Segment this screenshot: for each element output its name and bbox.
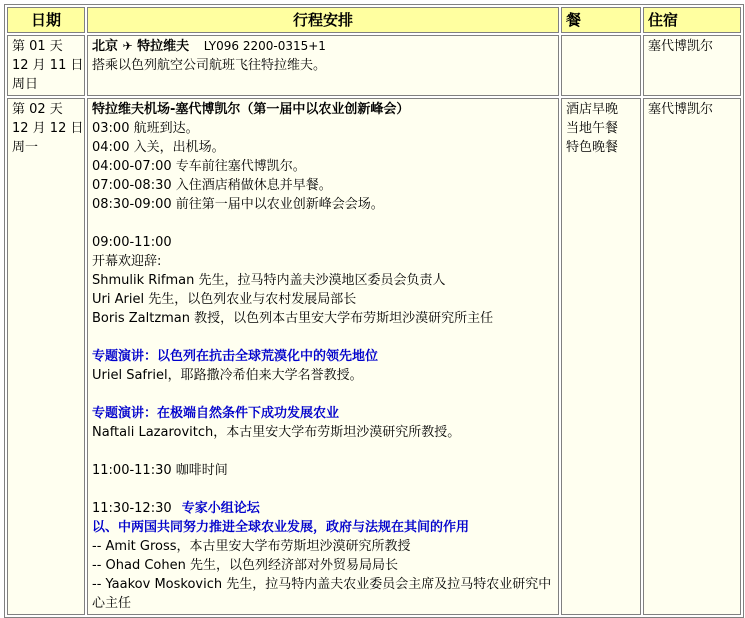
schedule-item: 04:00 入关，出机场。 <box>92 140 225 155</box>
meal-item: 当地午餐 <box>566 121 619 136</box>
day-2-plan-cell <box>87 98 559 615</box>
table-row <box>7 35 741 96</box>
panel-label: 专家小组论坛 <box>181 501 260 516</box>
spacer <box>92 328 554 347</box>
meal-item: 特色晚餐 <box>566 140 619 155</box>
talk-2-title: 专题演讲：在极端自然条件下成功发展农业 <box>92 406 340 421</box>
spacer <box>92 214 554 233</box>
route-line <box>92 37 554 56</box>
flight-info: LY096 2200-0315+1 <box>203 39 326 53</box>
opening-label: 开幕欢迎辞: <box>92 254 162 269</box>
spacer <box>92 480 554 499</box>
airplane-icon: ✈ <box>122 39 133 53</box>
day-description: 搭乘以色列航空公司航班飞往特拉维夫。 <box>92 58 327 73</box>
panel-time: 11:30-12:30 <box>92 501 172 516</box>
panel-member: -- Amit Gross，本古里安大学布劳斯坦沙漠研究所教授 <box>92 539 411 554</box>
header-date: 日期 <box>7 7 85 33</box>
schedule-item: 08:30-09:00 前往第一届中以农业创新峰会会场。 <box>92 197 384 212</box>
itinerary-table <box>4 4 744 618</box>
route-to: 特拉维夫 <box>137 39 190 54</box>
schedule-item: 07:00-08:30 入住酒店稍做休息并早餐。 <box>92 178 332 193</box>
talk-1-title: 专题演讲：以色列在抗击全球荒漠化中的领先地位 <box>92 349 379 364</box>
panel-topic: 以、中两国共同努力推进全球农业发展，政府与法规在其间的作用 <box>92 520 470 535</box>
meal-item: 酒店早晚 <box>566 102 619 117</box>
header-plan: 行程安排 <box>87 7 559 33</box>
talk-1-speaker: Uriel Safriel，耶路撒冷希伯来大学名誉教授。 <box>92 368 363 383</box>
day-title: 特拉维夫机场-塞代博凯尔（第一届中以农业创新峰会） <box>92 102 410 117</box>
day-1-date-cell <box>7 35 85 96</box>
panel-member: -- Ohad Cohen 先生，以色列经济部对外贸易局局长 <box>92 558 398 573</box>
day-number: 第 02 天 <box>12 102 63 117</box>
header-row <box>7 7 741 33</box>
day-2-meal-cell <box>561 98 641 615</box>
panel-heading <box>92 499 554 518</box>
opening-speaker: Uri Ariel 先生，以色列农业与农村发展局部长 <box>92 292 357 307</box>
coffee-break: 11:00-11:30 咖啡时间 <box>92 463 228 478</box>
table-row <box>7 98 741 615</box>
day-number: 第 01 天 <box>12 39 63 54</box>
hotel-name: 塞代博凯尔 <box>648 102 714 117</box>
spacer <box>92 385 554 404</box>
day-2-hotel-cell <box>643 98 741 615</box>
opening-time: 09:00-11:00 <box>92 235 172 250</box>
day-1-hotel-cell <box>643 35 741 96</box>
header-hotel: 住宿 <box>643 7 741 33</box>
day-date: 12 月 12 日 <box>12 121 84 136</box>
day-date: 12 月 11 日 <box>12 58 84 73</box>
day-2-date-cell <box>7 98 85 615</box>
opening-speaker: Boris Zaltzman 教授，以色列本古里安大学布劳斯坦沙漠研究所主任 <box>92 311 494 326</box>
header-meal: 餐 <box>561 7 641 33</box>
schedule-item: 03:00 航班到达。 <box>92 121 199 136</box>
spacer <box>92 442 554 461</box>
schedule-item: 04:00-07:00 专车前往塞代博凯尔。 <box>92 159 306 174</box>
day-weekday: 周日 <box>12 77 39 92</box>
hotel-name: 塞代博凯尔 <box>648 39 714 54</box>
talk-2-speaker: Naftali Lazarovitch，本古里安大学布劳斯坦沙漠研究所教授。 <box>92 425 461 440</box>
panel-member: -- Yaakov Moskovich 先生，拉马特内盖夫农业委员会主席及拉马特农业研究中心主任 <box>92 577 552 611</box>
day-weekday: 周一 <box>12 140 39 155</box>
opening-speaker: Shmulik Rifman 先生，拉马特内盖夫沙漠地区委员会负责人 <box>92 273 446 288</box>
day-1-meal-cell <box>561 35 641 96</box>
route-from: 北京 <box>92 39 119 54</box>
day-1-plan-cell <box>87 35 559 96</box>
